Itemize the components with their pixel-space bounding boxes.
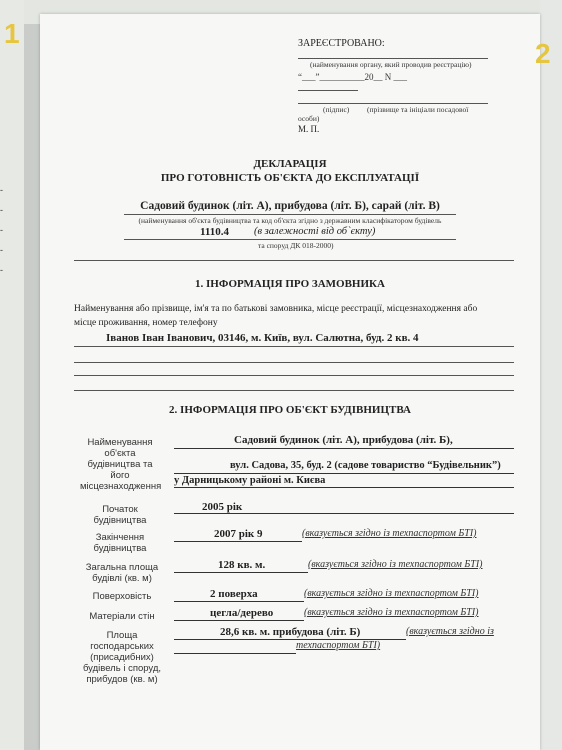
area-value: 128 кв. м. (218, 559, 266, 571)
object-location-label: Найменування об'єкта будівництва та його місцезнаходження (80, 437, 162, 492)
customer-blank-line-2 (74, 375, 514, 376)
outbuildings-note-1: (вказується згідно із (406, 626, 494, 637)
outbuildings-line-1 (174, 639, 406, 640)
customer-line (74, 346, 514, 347)
start-line (174, 513, 514, 514)
outbuildings-label: Площа господарських (присадибних) будівель і споруд, прибудов (кв. м) (82, 630, 162, 685)
area-label: Загальна площа будівлі (кв. м) (85, 562, 159, 584)
classifier-caption: та споруд ДК 018-2000) (258, 241, 334, 250)
section2-title: 2. ІНФОРМАЦІЯ ПРО ОБ'ЄКТ БУДІВНИЦТВА (169, 404, 411, 416)
floors-line (174, 601, 304, 602)
background-sheet-right (540, 0, 562, 750)
start-value: 2005 рік (202, 501, 243, 513)
walls-note: (вказується згідно із техпаспортом БТІ) (304, 607, 479, 618)
official-caption-1: (прізвище та ініціали посадової (367, 105, 469, 114)
address-line-1-rule (174, 473, 514, 474)
address-line-2-rule (174, 487, 514, 488)
customer-caption-1: Найменування або прізвище, ім'я та по батькові замовника, місце реєстрації, місцезнаходження або (74, 304, 478, 314)
floors-value: 2 поверха (210, 588, 258, 600)
outbuildings-value: 28,6 кв. м. прибудова (літ. Б) (220, 626, 361, 638)
object-name-value: Садовий будинок (літ. А), прибудова (літ. Б), (234, 434, 453, 446)
floors-label: Поверховість (92, 591, 152, 602)
area-note: (вказується згідно із техпаспортом БТІ) (308, 559, 483, 570)
declaration-title: ДЕКЛАРАЦІЯ (253, 158, 327, 170)
end-value: 2007 рік 9 (214, 528, 263, 540)
classifier-code: 1110.4 (200, 226, 230, 238)
signature-caption: (підпис) (323, 105, 350, 114)
address-line-2: у Дарницькому районі м. Києва (174, 475, 326, 486)
walls-value: цегла/дерево (210, 607, 274, 619)
walls-line (174, 620, 304, 621)
object-caption: (найменування об'єкта будівництва та код об'єкта згідно з державним класифікатором будівель (138, 216, 442, 225)
start-label: Початок будівництва (93, 504, 147, 526)
outbuildings-line-2 (174, 653, 296, 654)
walls-label: Матеріали стін (89, 611, 155, 622)
customer-blank-line-3 (74, 390, 514, 391)
classifier-line (124, 239, 456, 240)
authority-line (298, 58, 488, 59)
object-name-value-line (174, 448, 514, 449)
customer-caption-2: місце проживання, номер телефону (74, 318, 218, 328)
seal-mark: М. П. (298, 124, 320, 134)
background-sheet-left (0, 0, 24, 750)
declaration-subtitle: ПРО ГОТОВНІСТЬ ОБ'ЄКТА ДО ЕКСПЛУАТАЦІЇ (160, 172, 420, 184)
section1-title: 1. ІНФОРМАЦІЯ ПРО ЗАМОВНИКА (195, 278, 385, 290)
classifier-note: (в залежності від об`єкту) (254, 226, 376, 237)
object-name: Садовий будинок (літ. А), прибудова (літ. Б), сарай (літ. В) (140, 200, 440, 212)
end-label: Закінчення будівництва (93, 532, 147, 554)
customer-blank-line-1 (74, 362, 514, 363)
official-caption-2: особи) (298, 114, 320, 123)
page-marker-right: 2 (535, 38, 551, 69)
outbuildings-note-2: техпаспортом БТІ) (296, 640, 381, 651)
signature-line (298, 103, 488, 104)
floors-note: (вказується згідно із техпаспортом БТІ) (304, 588, 479, 599)
date-line (298, 90, 358, 91)
page-marker-left: 1 (4, 18, 20, 49)
object-name-line (124, 214, 456, 215)
customer-value: Іванов Іван Іванович, 03146, м. Київ, вул. Салютна, буд. 2 кв. 4 (106, 332, 419, 344)
registered-label: ЗАРЕЄСТРОВАНО: (298, 38, 385, 49)
end-line (174, 541, 302, 542)
registration-date-template: “___”__________20__ N ___ (298, 72, 407, 82)
address-line-1: вул. Садова, 35, буд. 2 (садове товариство “Будівельник”) (230, 460, 501, 471)
underlying-sheet-marks: - - - - - (0, 185, 3, 275)
blank-line-1 (74, 260, 514, 261)
area-line (174, 572, 308, 573)
declaration-page (40, 14, 551, 750)
end-note: (вказується згідно із техпаспортом БТІ) (302, 528, 477, 539)
authority-caption: (найменування органу, який проводив реєстрацію) (310, 60, 472, 69)
